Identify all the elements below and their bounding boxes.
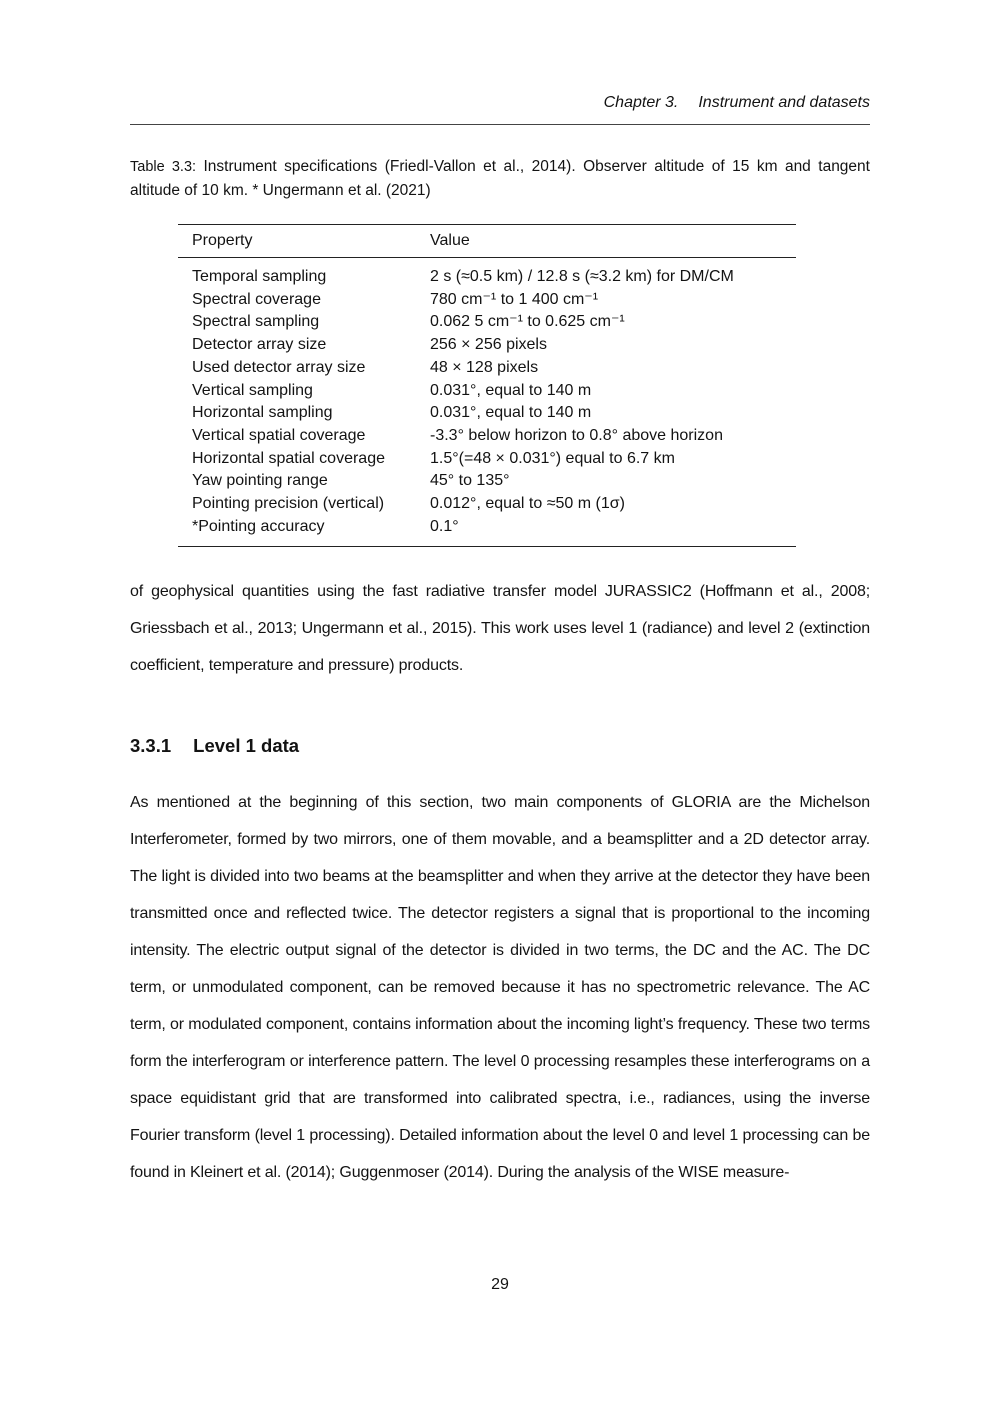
property-cell: Horizontal sampling [192,404,333,422]
property-cell: Vertical spatial coverage [192,426,366,444]
value-cell: 0.012°, equal to ≈50 m (1σ) [430,495,625,513]
section-number: 3.3.1 [130,735,172,757]
property-cell: Spectral sampling [192,313,320,331]
specs-table [178,224,796,547]
property-cell: Pointing precision (vertical) [192,495,385,513]
table-row [178,357,796,380]
table-row [178,258,796,289]
value-cell: 0.031°, equal to 140 m [430,381,592,399]
table-row [178,493,796,516]
table-row [178,516,796,547]
specs-table-body [178,258,796,547]
table-row [178,470,796,493]
property-cell: Horizontal spatial coverage [192,449,385,467]
value-cell: 0.062 5 cm⁻¹ to 0.625 cm⁻¹ [430,313,625,331]
running-header-title: Instrument and datasets [698,94,870,111]
table-caption-label: Table 3.3: [130,159,197,175]
table-row [178,380,796,403]
property-cell: Spectral coverage [192,290,321,308]
value-cell: 780 cm⁻¹ to 1 400 cm⁻¹ [430,290,599,308]
property-column-header: Property [178,225,416,258]
value-cell: -3.3° below horizon to 0.8° above horizon [430,426,723,444]
table-caption [130,155,870,202]
specs-table-head [178,225,796,258]
table-caption-text: Instrument specifications (Friedl-Vallon et al., 2014). Observer altitude of 15 km and tangent altitude of 10 km. * Ungermann et al. (2021) [130,158,870,199]
value-cell: 256 × 256 pixels [430,336,547,354]
value-cell: 0.031°, equal to 140 m [430,404,592,422]
property-cell: Temporal sampling [192,268,327,285]
body-paragraph-2: As mentioned at the beginning of this section, two main components of GLORIA are the Michelson Interferometer, formed by two mirrors, one of them movable, and a beamsplitter and a 2D detector array. The light is divided into two beams at the beamsplitter and when they arrive at the detector they have been transmitted once and reflected twice. The detector registers a signal that is proportional to the incoming intensity. The electric output signal of the detector is divided in two terms, the DC and the AC. The DC term, or unmodulated component, can be removed because it has no spectrometric relevance. The AC term, or modulated component, contains information about the incoming light’s frequency. These two terms form the interferogram or interference pattern. The level 0 processing resamples these interferograms on a space equidistant grid that are transformed into calibrated spectra, i.e., radiances, using the inverse Fourier transform (level 1 processing). Detailed information about the level 0 and level 1 processing can be found in Kleinert et al. (2014); Guggenmoser (2014). During the analysis of the WISE measure- [130,794,870,1182]
section-heading [130,734,870,758]
value-cell: 1.5°(=48 × 0.031°) equal to 6.7 km [430,449,675,467]
section-title: Level 1 data [193,735,300,757]
value-column-header: Value [416,225,796,258]
body-paragraph-1: of geophysical quantities using the fast radiative transfer model JURASSIC2 (Hoffmann et al., 2008; Griessbach et al., 2013; Ungermann et al., 2015). This work uses level 1 (radiance) and level 2 (extinction coefficient, temperature and pressure) products. [130,583,870,675]
table-row [178,448,796,471]
table-row [178,402,796,425]
property-cell: *Pointing accuracy [192,517,325,535]
property-cell: Used detector array size [192,358,366,376]
property-cell: Detector array size [192,336,327,354]
running-header [130,92,870,125]
value-cell: 48 × 128 pixels [430,358,539,376]
property-cell: Yaw pointing range [192,472,328,490]
table-row [178,311,796,334]
running-header-chapter: Chapter 3. [603,94,679,111]
page-number: 29 [491,1276,509,1293]
value-cell: 45° to 135° [430,472,510,490]
table-row [178,289,796,312]
table-row [178,334,796,357]
page-content [130,0,870,1191]
table-header-row [178,225,796,258]
table-row [178,425,796,448]
property-cell: Vertical sampling [192,381,313,399]
value-cell: 2 s (≈0.5 km) / 12.8 s (≈3.2 km) for DM/CM [430,268,734,285]
value-cell: 0.1° [430,517,459,535]
